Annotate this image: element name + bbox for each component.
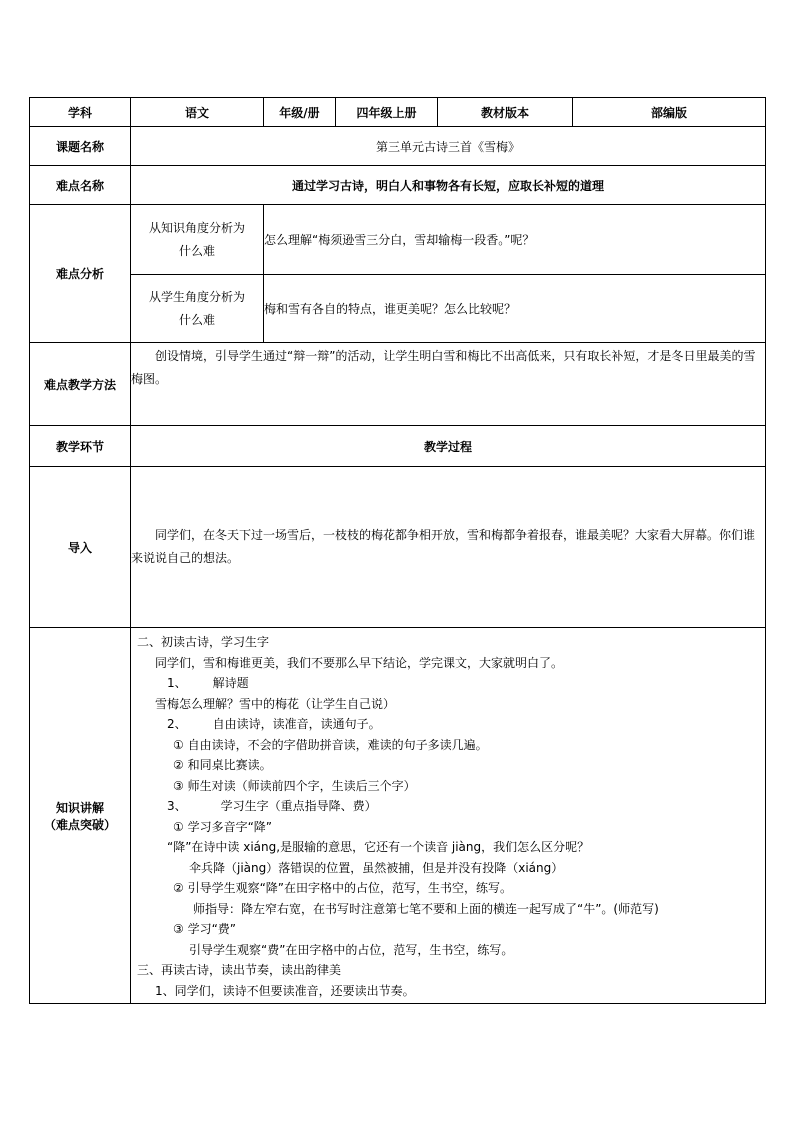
grade-label: 年级/册 bbox=[264, 98, 336, 127]
item-number: 1、 bbox=[167, 676, 187, 690]
subject-label: 学科 bbox=[30, 98, 131, 127]
content-line bbox=[137, 673, 759, 694]
subject-value: 语文 bbox=[131, 98, 264, 127]
content-line: ① 学习多音字“降” bbox=[173, 819, 273, 834]
lesson-label: 课题名称 bbox=[30, 127, 131, 166]
edition-label: 教材版本 bbox=[438, 98, 573, 127]
item-text: 自由读诗，读准音，读通句子。 bbox=[212, 717, 381, 731]
lesson-plan-table bbox=[29, 97, 766, 1004]
knowledge-row bbox=[30, 628, 766, 1004]
content-line: ② 和同桌比赛读。 bbox=[173, 758, 272, 772]
student-angle-value: 梅和雪有各自的特点，谁更美呢？怎么比较呢？ bbox=[264, 275, 766, 343]
content-line: ③ 学习“费” bbox=[173, 922, 237, 936]
grade-value: 四年级上册 bbox=[336, 98, 438, 127]
header-row bbox=[30, 98, 766, 127]
intro-row bbox=[30, 467, 766, 628]
content-line: “降”在诗中读 xiáng,是服输的意思，它还有一个读音 jiàng，我们怎么区分呢？ bbox=[167, 840, 590, 854]
process-label: 教学过程 bbox=[131, 426, 766, 467]
content-line: 三、再读古诗，读出节奏，读出韵律美 bbox=[137, 963, 342, 977]
method-label: 难点教学方法 bbox=[30, 343, 131, 426]
lesson-row bbox=[30, 127, 766, 166]
method-row bbox=[30, 343, 766, 426]
knowledge-label-line1: 知识讲解 bbox=[55, 800, 104, 815]
knowledge-angle-value: 怎么理解“梅须逊雪三分白，雪却输梅一段香。”呢？ bbox=[264, 205, 766, 275]
knowledge-label bbox=[30, 628, 131, 1004]
student-angle-label bbox=[131, 275, 264, 343]
content-line bbox=[137, 796, 759, 817]
content-line: ① 自由读诗，不会的字借助拼音读，难读的句子多读几遍。 bbox=[173, 737, 488, 752]
content-line: 同学们，雪和梅谁更美，我们不要那么早下结论，学完课文，大家就明白了。 bbox=[155, 655, 564, 670]
content-line bbox=[137, 714, 759, 735]
student-angle-label-line1: 从学生角度分析为 bbox=[148, 289, 245, 304]
content-line: 伞兵降（jiàng）落错误的位置，虽然被捕，但是并没有投降（xiáng） bbox=[189, 860, 564, 875]
difficulty-label: 难点名称 bbox=[30, 166, 131, 205]
knowledge-content bbox=[131, 628, 766, 1004]
item-number: 2、 bbox=[167, 717, 187, 731]
lesson-value: 第三单元古诗三首《雪梅》 bbox=[131, 127, 766, 166]
analysis-label: 难点分析 bbox=[30, 205, 131, 343]
knowledge-angle-label bbox=[131, 205, 264, 275]
difficulty-row bbox=[30, 166, 766, 205]
stage-label: 教学环节 bbox=[30, 426, 131, 467]
content-line: ② 引导学生观察“降”在田字格中的占位，范写，生书空，练写。 bbox=[173, 881, 513, 895]
content-line: 引导学生观察“费”在田字格中的占位，范写，生书空，练写。 bbox=[189, 942, 514, 957]
analysis-row-knowledge bbox=[30, 205, 766, 275]
intro-label: 导入 bbox=[30, 467, 131, 628]
item-number: 3、 bbox=[167, 799, 187, 813]
item-text: 学习生字（重点指导降、费） bbox=[220, 799, 377, 813]
process-header-row bbox=[30, 426, 766, 467]
content-line: 师指导：降左窄右宽，在书写时注意第七笔不要和上面的横连一起写成了“牛”。(师范写) bbox=[193, 901, 659, 916]
intro-value: 同学们，在冬天下过一场雪后，一枝枝的梅花都争相开放，雪和梅都争着报春，谁最美呢？大家看大屏幕。你们谁来说说自己的想法。 bbox=[131, 528, 756, 565]
content-line: ③ 师生对读（师读前四个字，生读后三个字） bbox=[173, 778, 416, 793]
edition-value: 部编版 bbox=[573, 98, 766, 127]
content-line: 1、同学们，读诗不但要读准音，还要读出节奏。 bbox=[155, 983, 415, 998]
analysis-row-student bbox=[30, 275, 766, 343]
knowledge-angle-label-line2: 什么难 bbox=[178, 243, 215, 258]
knowledge-angle-label-line1: 从知识角度分析为 bbox=[148, 220, 245, 235]
item-text: 解诗题 bbox=[212, 676, 249, 690]
student-angle-label-line2: 什么难 bbox=[178, 312, 215, 327]
content-line: 二、初读古诗，学习生字 bbox=[137, 635, 270, 649]
difficulty-value: 通过学习古诗，明白人和事物各有长短，应取长补短的道理 bbox=[131, 166, 766, 205]
method-value: 创设情境，引导学生通过“辩一辩”的活动，让学生明白雪和梅比不出高低来，只有取长补短，才是冬日里最美的雪梅图。 bbox=[131, 349, 756, 386]
knowledge-label-line2: （难点突破） bbox=[43, 817, 116, 832]
content-line: 雪梅怎么理解？雪中的梅花（让学生自己说） bbox=[155, 696, 396, 711]
